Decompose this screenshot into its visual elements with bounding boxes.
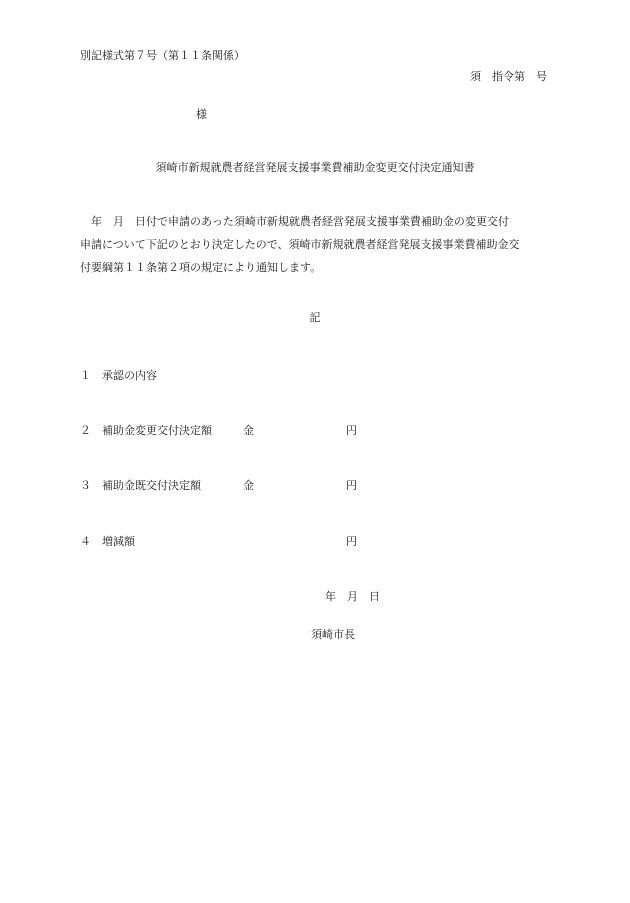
item-number: ２ bbox=[80, 424, 91, 437]
item-number: １ bbox=[80, 369, 91, 382]
body-text-line-3: 付要綱第１１条第２項の規定により通知します。 bbox=[80, 261, 322, 274]
issuer-name: 須崎市長 bbox=[311, 628, 355, 641]
item-kin-prefix: 金 bbox=[243, 479, 254, 492]
issue-date: 年 月 日 bbox=[325, 590, 380, 603]
document-number: 須 指令第 号 bbox=[470, 70, 547, 83]
body-text-line-2: 申請について下記のとおり決定したので、須崎市新規就農者経営発展支援事業費補助金交 bbox=[80, 238, 520, 251]
item-label: 増減額 bbox=[102, 535, 135, 548]
form-number: 別記様式第７号（第１１条関係） bbox=[80, 49, 245, 62]
item-label: 承認の内容 bbox=[102, 369, 157, 382]
item-number: ３ bbox=[80, 479, 91, 492]
item-kin-prefix: 金 bbox=[243, 424, 254, 437]
item-number: ４ bbox=[80, 535, 91, 548]
ki-heading: 記 bbox=[309, 311, 321, 324]
item-label: 補助金変更交付決定額 bbox=[102, 424, 212, 437]
body-text-line-1: 年 月 日付で申請のあった須崎市新規就農者経営発展支援事業費補助金の変更交付 bbox=[80, 215, 509, 228]
item-yen-suffix: 円 bbox=[346, 479, 357, 492]
document-title: 須崎市新規就農者経営発展支援事業費補助金変更交付決定通知書 bbox=[155, 161, 475, 174]
item-label: 補助金既交付決定額 bbox=[102, 479, 201, 492]
item-yen-suffix: 円 bbox=[346, 424, 357, 437]
addressee-honorific: 様 bbox=[196, 108, 207, 121]
item-yen-suffix: 円 bbox=[346, 535, 357, 548]
